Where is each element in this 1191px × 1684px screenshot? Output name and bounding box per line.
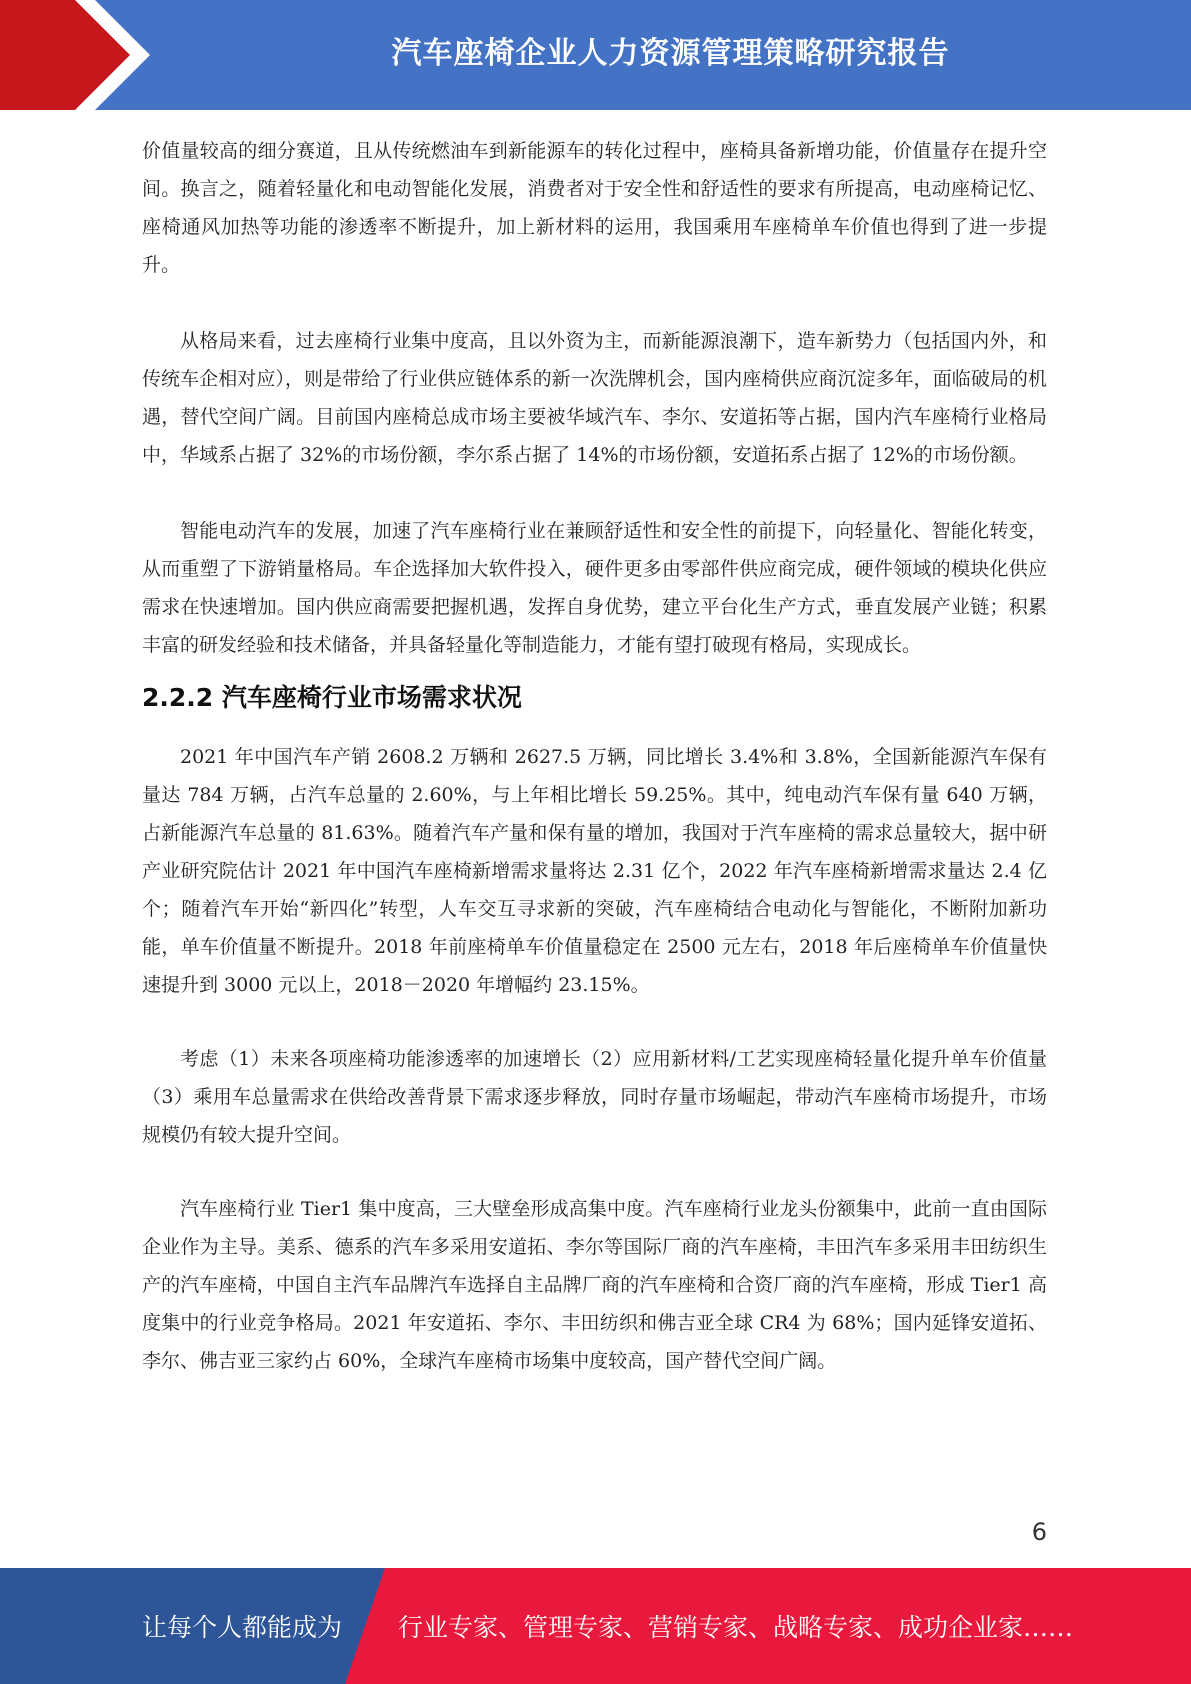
paragraph-growth-factors: 考虑（1）未来各项座椅功能渗透率的加速增长（2）应用新材料/工艺实现座椅轻量化提升单车价值量（3）乘用车总量需求在供给改善背景下需求逐步释放，同时存量市场崛起，带动汽车座椅市场提升，市场规模仍有较大提升空间。 [142, 1048, 1047, 1146]
page-number: 6 [1031, 1518, 1047, 1546]
page-footer [0, 1568, 1191, 1684]
footer-slogan-right: 行业专家、管理专家、营销专家、战略专家、成功企业家…… [398, 1613, 1074, 1642]
report-title: 汽车座椅企业人力资源管理策略研究报告 [391, 36, 950, 71]
paragraph-market-structure: 从格局来看，过去座椅行业集中度高，且以外资为主，而新能源浪潮下，造车新势力（包括国内外，和传统车企相对应），则是带给了行业供应链体系的新一次洗牌机会，国内座椅供应商沉淀多年，面临破局的机遇，替代空间广阔。目前国内座椅总成市场主要被华域汽车、李尔、安道拓等占据，国内汽车座椅行业格局中，华域系占据了 32%的市场份额，李尔系占据了 14%的市场份额，安道拓系占据了 12%的市场份额。 [142, 330, 1047, 466]
paragraph-tier1-concentration: 汽车座椅行业 Tier1 集中度高，三大壁垒形成高集中度。汽车座椅行业龙头份额集中，此前一直由国际企业作为主导。美系、德系的汽车多采用安道拓、李尔等国际厂商的汽车座椅，丰田汽车多采用丰田纺织生产的汽车座椅，中国自主汽车品牌汽车选择自主品牌厂商的汽车座椅和合资厂商的汽车座椅，形成 Tier1 高度集中的行业竞争格局。2021 年安道拓、李尔、丰田纺织和佛吉亚全球 CR4 为 68%；国内延锋安道拓、李尔、佛吉亚三家约占 60%，全球汽车座椅市场集中度较高，国产替代空间广阔。 [142, 1198, 1047, 1372]
footer-slogan-left: 让每个人都能成为 [142, 1613, 343, 1642]
page-header [0, 0, 1191, 110]
paragraph-smart-ev: 智能电动汽车的发展，加速了汽车座椅行业在兼顾舒适性和安全性的前提下，向轻量化、智能化转变，从而重塑了下游销量格局。车企选择加大软件投入，硬件更多由零部件供应商完成，硬件领域的模块化供应需求在快速增加。国内供应商需要把握机遇，发挥自身优势，建立平台化生产方式，垂直发展产业链；积累丰富的研发经验和技术储备，并具备轻量化等制造能力，才能有望打破现有格局，实现成长。 [142, 520, 1047, 656]
document-body [142, 132, 1047, 1380]
paragraph-demand-stats: 2021 年中国汽车产销 2608.2 万辆和 2627.5 万辆，同比增长 3.4%和 3.8%，全国新能源汽车保有量达 784 万辆，占汽车总量的 2.60%，与上年相比增长 59.25%。其中，纯电动汽车保有量 640 万辆，占新能源汽车总量的 81.63%。随着汽车产量和保有量的增加，我国对于汽车座椅的需求总量较大，据中研产业研究院估计 2021 年中国汽车座椅新增需求量将达 2.31 亿个，2022 年汽车座椅新增需求量达 2.4 亿个；随着汽车开始“新四化”转型，人车交互寻求新的突破，汽车座椅结合电动化与智能化，不断附加新功能，单车价值量不断提升。2018 年前座椅单车价值量稳定在 2500 元左右，2018 年后座椅单车价值量快速提升到 3000 元以上，2018－2020 年增幅约 23.15%。 [142, 746, 1047, 996]
paragraph-continued: 价值量较高的细分赛道，且从传统燃油车到新能源车的转化过程中，座椅具备新增功能，价值量存在提升空间。换言之，随着轻量化和电动智能化发展，消费者对于安全性和舒适性的要求有所提高，电动座椅记忆、座椅通风加热等功能的渗透率不断提升，加上新材料的运用，我国乘用车座椅单车价值也得到了进一步提升。 [142, 140, 1047, 276]
section-heading: 2.2.2 汽车座椅行业市场需求状况 [142, 683, 522, 712]
